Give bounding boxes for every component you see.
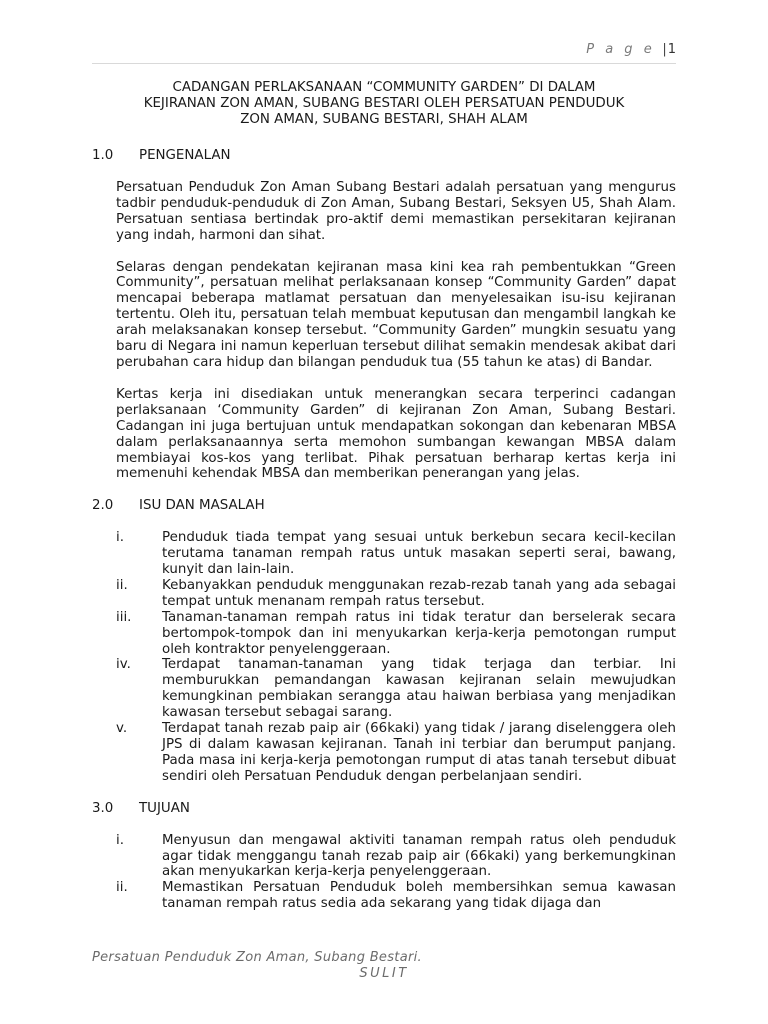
footer-classification: SULIT [359,966,409,981]
page-footer [92,950,676,981]
list-marker: ii. [116,880,128,896]
footer-organisation: Persatuan Penduduk Zon Aman, Subang Bestari. [92,950,422,965]
list-text: Tanaman-tanaman rempah ratus ini tidak teratur dan berselerak secara bertompok-tompok dan ini menyukarkan kerja-kerja pemotongan rumput oleh kontraktor penyelenggeraan. [162,609,676,657]
page-header [92,42,676,64]
page-separator: | [662,42,667,57]
section-heading-pengenalan [92,148,676,164]
document-body [92,80,676,928]
list-text: Memastikan Persatuan Penduduk boleh membersihkan semua kawasan tanaman rempah ratus sedia ada sekarang yang tidak dijaga dan [162,880,676,912]
list-marker: i. [116,832,124,848]
page-label: P a g e [586,42,656,57]
title-line: KEJIRANAN ZON AMAN, SUBANG BESTARI OLEH PERSATUAN PENDUDUK [143,96,625,111]
list-marker: v. [116,721,128,737]
list-item [116,657,676,721]
paragraph: Kertas kerja ini disediakan untuk menerangkan secara terperinci cadangan perlaksanaan ‘Community Garden” di kejiranan Zon Aman, Subang Bestari. Cadangan ini juga bertujuan untuk mendapatkan sokongan dan kebenaran MBSA dalam perlaksanaannya serta memohon sumbangan kewangan MBSA dalam membiayai kos-kos yang terlibat. Pihak persatuan berharap kertas kerja ini memenuhi kehendak MBSA dan memberikan penerangan yang jelas. [116,386,676,482]
section-title: PENGENALAN [139,148,231,163]
list-text: Terdapat tanaman-tanaman yang tidak terjaga dan terbiar. Ini memburukkan pemandangan kawasan kejiranan selain mewujudkan kemungkinan pembiakan serangga atau haiwan berbiasa yang menjadikan kawasan tersebut sebagai sarang. [162,657,676,721]
list-text: Kebanyakkan penduduk menggunakan rezab-rezab tanah yang ada sebagai tempat untuk menanam rempah ratus tersebut. [162,577,676,609]
list-text: Terdapat tanah rezab paip air (66kaki) yang tidak / jarang diselenggera oleh JPS di dalam kawasan kejiranan. Tanah ini terbiar dan berumput panjang. Pada masa ini kerja-kerja pemotongan rumput di atas tanah tersebut dibuat sendiri oleh Persatuan Penduduk dengan perbelanjaan sendiri. [162,721,676,784]
section-heading-isu-dan-masalah [92,498,676,514]
list-marker: ii. [116,577,128,593]
section-number: 3.0 [92,800,114,816]
list-item [116,833,676,881]
list-item [116,530,676,578]
section-number: 1.0 [92,148,114,163]
title-line: ZON AMAN, SUBANG BESTARI, SHAH ALAM [240,112,528,127]
list-marker: iv. [116,657,131,673]
list-text: Menyusun dan mengawal aktiviti tanaman rempah ratus oleh penduduk agar tidak menggangu tanah rezab paip air (66kaki) yang berkemungkinan akan menyukarkan kerja-kerja penyelenggeraan. [162,832,676,880]
section-number: 2.0 [92,498,114,514]
document-title [92,80,676,128]
issues-list [116,530,676,785]
list-text: Penduduk tiada tempat yang sesuai untuk berkebun secara kecil-kecilan terutama tanaman rempah ratus untuk masakan seperti serai, bawang, kunyit dan lain-lain. [162,530,676,578]
section-heading-tujuan [92,801,676,817]
list-item [116,880,676,912]
list-marker: i. [116,530,124,546]
list-item [116,578,676,610]
page-number: 1 [667,42,676,57]
list-item [116,610,676,658]
list-marker: iii. [116,609,132,625]
list-item [116,721,676,785]
paragraph: Selaras dengan pendekatan kejiranan masa kini kea rah pembentukkan “Green Community”, persatuan melihat perlaksanaan konsep “Community Garden” dapat mencapai beberapa matlamat persatuan dan menyelesaikan isu-isu kejiranan tertentu. Oleh itu, persatuan telah membuat keputusan dan mengambil langkah ke arah melaksanakan konsep tersebut. “Community Garden” mungkin sesuatu yang baru di Negara ini namun keperluan tersebut dilihat semakin mendesak akibat dari perubahan cara hidup dan bilangan penduduk tua (55 tahun ke atas) di Bandar. [116,259,676,370]
section-title: ISU DAN MASALAH [139,498,265,514]
title-line: CADANGAN PERLAKSANAAN “COMMUNITY GARDEN” DI DALAM [172,80,596,95]
paragraph: Persatuan Penduduk Zon Aman Subang Bestari adalah persatuan yang mengurus tadbir penduduk-penduduk di Zon Aman, Subang Bestari, Seksyen U5, Shah Alam. Persatuan sentiasa bertindak pro-aktif demi memastikan persekitaran kejiranan yang indah, harmoni dan sihat. [116,179,676,243]
objectives-list [116,833,676,913]
section-title: TUJUAN [139,800,190,816]
